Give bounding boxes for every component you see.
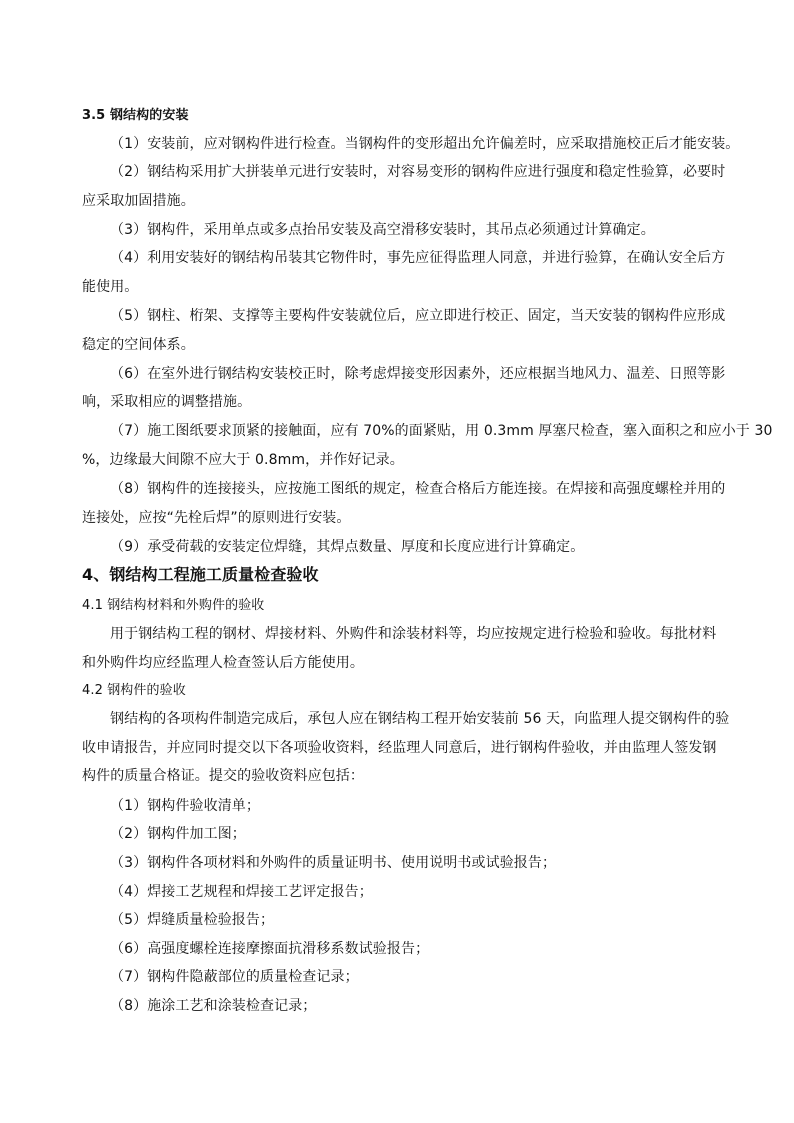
section-4-heading: 4、钢结构工程施工质量检查验收	[82, 565, 319, 584]
paragraph-line: （8）钢构件的连接接头，应按施工图纸的规定，检查合格后方能连接。在焊接和高强度螺栓并用的	[110, 481, 726, 497]
paragraph-line: %，边缘最大间隙不应大于 0.8mm，并作好记录。	[82, 452, 404, 468]
subsection-4-1-heading: 4.1 钢结构材料和外购件的验收	[82, 598, 265, 613]
paragraph-line: 构件的质量合格证。提交的验收资料应包括：	[82, 768, 364, 784]
list-item: （8）施涂工艺和涂装检查记录；	[110, 998, 317, 1014]
subsection-4-2-heading: 4.2 钢构件的验收	[82, 683, 186, 698]
list-item: （1）钢构件验收清单；	[110, 798, 261, 814]
paragraph-line: 和外购件均应经监理人检查签认后方能使用。	[82, 655, 364, 671]
paragraph-line: （3）钢构件，采用单点或多点抬吊安装及高空滑移安装时，其吊点必须通过计算确定。	[110, 222, 655, 238]
section-3-5-heading: 3.5 钢结构的安装	[82, 108, 189, 123]
list-item: （2）钢构件加工图；	[110, 826, 246, 842]
list-item: （5）焊缝质量检验报告；	[110, 912, 275, 928]
paragraph-line: （2）钢结构采用扩大拼装单元进行安装时，对容易变形的钢构件应进行强度和稳定性验算，必要时	[110, 164, 726, 180]
paragraph-line: （7）施工图纸要求顶紧的接触面，应有 70%的面紧贴，用 0.3mm 厚塞尺检查，塞入面积之和应小于 30	[110, 423, 773, 439]
paragraph-line: 钢结构的各项构件制造完成后，承包人应在钢结构工程开始安装前 56 天，向监理人提交钢构件的验	[110, 711, 730, 727]
list-item: （6）高强度螺栓连接摩擦面抗滑移系数试验报告；	[110, 941, 430, 957]
paragraph-line: 能使用。	[82, 279, 139, 295]
paragraph-line: 稳定的空间体系。	[82, 337, 195, 353]
list-item: （7）钢构件隐蔽部位的质量检查记录；	[110, 969, 359, 985]
paragraph-line: （1）安装前，应对钢构件进行检查。当钢构件的变形超出允许偏差时，应采取措施校正后才能安装。	[110, 136, 740, 152]
paragraph-line: （5）钢柱、桁架、支撑等主要构件安装就位后，应立即进行校正、固定，当天安装的钢构件应形成	[110, 308, 726, 324]
paragraph-line: 响，采取相应的调整措施。	[82, 394, 252, 410]
paragraph-line: 收申请报告，并应同时提交以下各项验收资料，经监理人同意后，进行钢构件验收，并由监理人签发钢	[82, 740, 717, 756]
paragraph-line: （9）承受荷载的安装定位焊缝，其焊点数量、厚度和长度应进行计算确定。	[110, 539, 585, 555]
list-item: （4）焊接工艺规程和焊接工艺评定报告；	[110, 884, 373, 900]
paragraph-line: （6）在室外进行钢结构安装校正时，除考虑焊接变形因素外，还应根据当地风力、温差、日照等影	[110, 366, 726, 382]
paragraph-line: 应采取加固措施。	[82, 193, 195, 209]
paragraph-line: 用于钢结构工程的钢材、焊接材料、外购件和涂装材料等，均应按规定进行检验和验收。每批材料	[110, 626, 717, 642]
list-item: （3）钢构件各项材料和外购件的质量证明书、使用说明书或试验报告；	[110, 855, 557, 871]
paragraph-line: 连接处，应按“先栓后焊”的原则进行安装。	[82, 510, 351, 526]
paragraph-line: （4）利用安装好的钢结构吊装其它物件时，事先应征得监理人同意，并进行验算，在确认安全后方	[110, 250, 726, 266]
